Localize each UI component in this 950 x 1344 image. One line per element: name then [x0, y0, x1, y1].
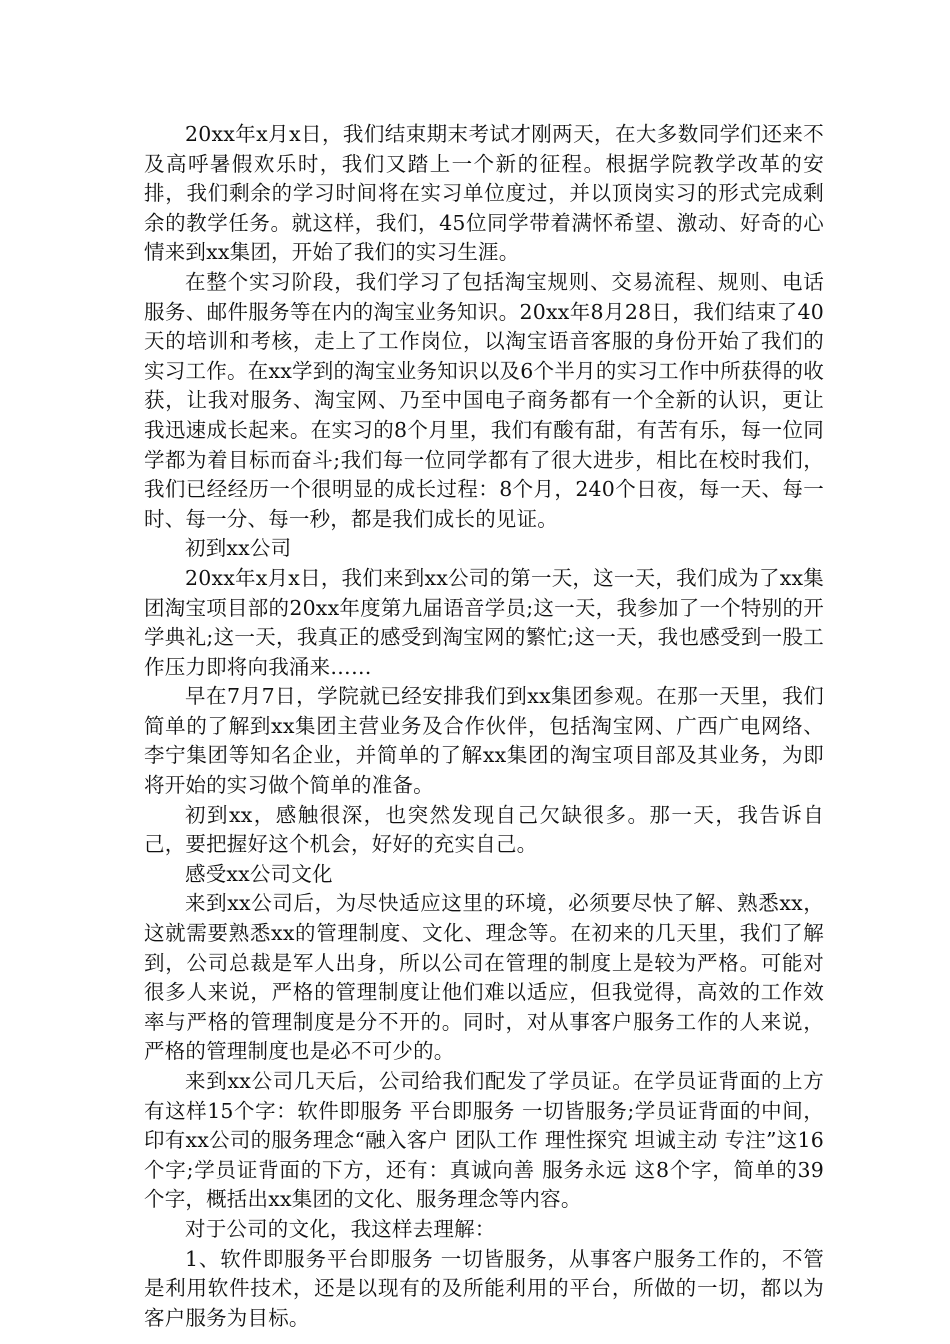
paragraph-point-one: 1、软件即服务平台即服务 一切皆服务，从事客户服务工作的，不管是利用软件技术，还是以现有的及所能利用的平台，所做的一切，都以为客户服务为目标。: [144, 1246, 824, 1330]
paragraph-student-card: 来到xx公司几天后，公司给我们配发了学员证。在学员证背面的上方有这样15个字：软件即服务 平台即服务 一切皆服务;学员证背面的中间，印有xx公司的服务理念“融入客户 团队工作 理性探究 坦诚主动 专注”这16个字;学员证背面的下方，还有：真诚向善 服务永远 这8个字，简单的39个字，概括出xx集团的文化、服务理念等内容。: [144, 1069, 824, 1212]
paragraph-impression: 初到xx，感触很深，也突然发现自己欠缺很多。那一天，我告诉自己，要把握好这个机会，好好的充实自己。: [144, 802, 824, 857]
paragraph-first-day: 20xx年x月x日，我们来到xx公司的第一天，这一天，我们成为了xx集团淘宝项目部的20xx年度第九届语音学员;这一天，我参加了一个特别的开学典礼;这一天，我真正的感受到淘宝网的繁忙;这一天，我也感受到一股工作压力即将向我涌来……: [144, 565, 824, 679]
paragraph-visit: 早在7月7日，学院就已经安排我们到xx集团参观。在那一天里，我们简单的了解到xx集团主营业务及合作伙伴，包括淘宝网、广西广电网络、李宁集团等知名企业，并简单的了解xx集团的淘宝项目部及其业务，为即将开始的实习做个简单的准备。: [144, 684, 824, 798]
paragraph-internship-stage: 在整个实习阶段，我们学习了包括淘宝规则、交易流程、规则、电话服务、邮件服务等在内的淘宝业务知识。20xx年8月28日，我们结束了40天的培训和考核，走上了工作岗位，以淘宝语音客服的身份开始了我们的实习工作。在xx学到的淘宝业务知识以及6个半月的实习工作中所获得的收获，让我对服务、淘宝网、乃至中国电子商务都有一个全新的认识，更让我迅速成长起来。在实习的8个月里，我们有酸有甜，有苦有乐，每一位同学都为着目标而奋斗;我们每一位同学都有了很大进步，相比在校时我们，我们已经经历一个很明显的成长过程：8个月，240个日夜，每一天、每一时、每一分、每一秒，都是我们成长的见证。: [144, 269, 824, 531]
paragraph-intro: 20xx年x月x日，我们结束期末考试才刚两天，在大多数同学们还来不及高呼暑假欢乐时，我们又踏上一个新的征程。根据学院教学改革的安排，我们剩余的学习时间将在实习单位度过，并以顶岗实习的形式完成剩余的教学任务。就这样，我们，45位同学带着满怀希望、激动、好奇的心情来到xx集团，开始了我们的实习生涯。: [144, 122, 824, 265]
paragraph-management: 来到xx公司后，为尽快适应这里的环境，必须要尽快了解、熟悉xx，这就需要熟悉xx的管理制度、文化、理念等。在初来的几天里，我们了解到，公司总裁是军人出身，所以公司在管理的制度上是较为严格。可能对很多人来说，严格的管理制度让他们难以适应，但我觉得，高效的工作效率与严格的管理制度是分不开的。同时，对从事客户服务工作的人来说，严格的管理制度也是必不可少的。: [144, 891, 824, 1064]
paragraph-understanding: 对于公司的文化，我这样去理解：: [185, 1216, 496, 1241]
document-body: [144, 120, 824, 1333]
section-heading-arrival: 初到xx公司: [185, 536, 292, 561]
section-heading-culture: 感受xx公司文化: [185, 861, 333, 886]
